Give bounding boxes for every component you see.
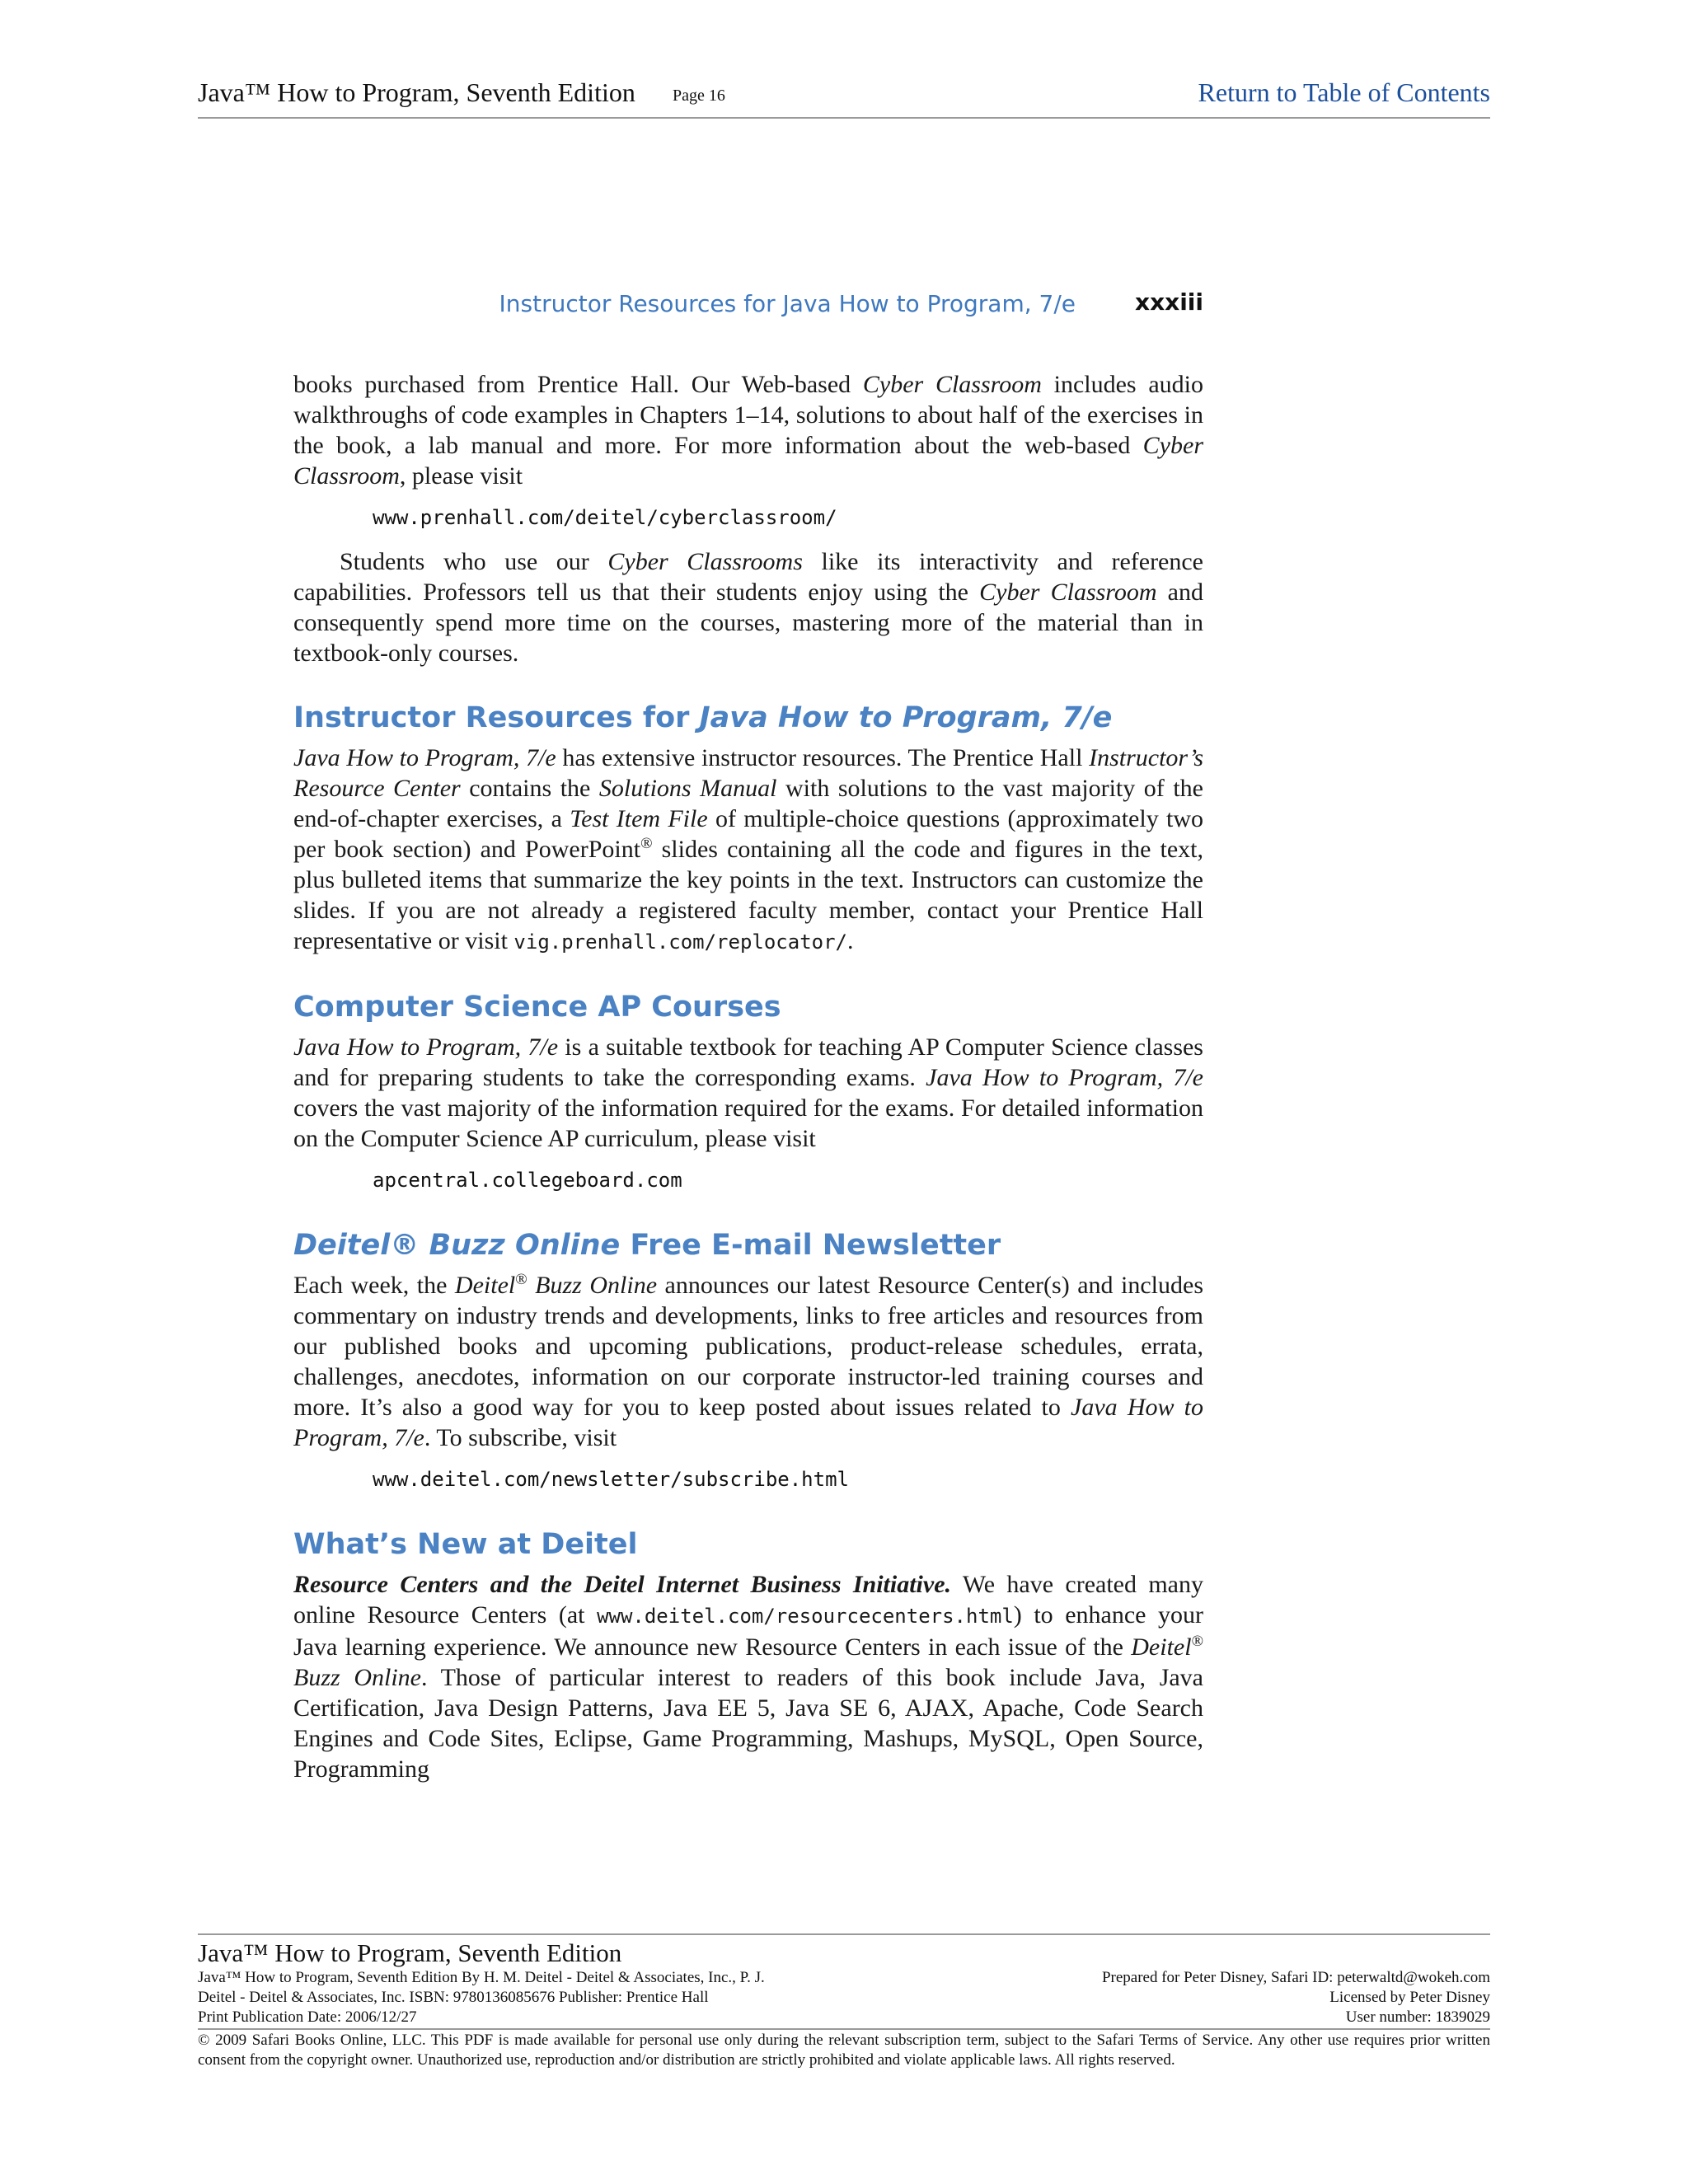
italic-run: Test Item File	[570, 805, 708, 832]
footer-user-number: User number: 1839029	[1345, 2008, 1490, 2026]
text-run: with solutions to the vast majority of the end-of-chapter exercises, a	[293, 775, 1203, 832]
italic-run: Java How to Program, 7/e	[926, 1064, 1203, 1091]
paragraph-buzz-online	[293, 1270, 1203, 1453]
page-header	[198, 77, 1490, 119]
page-footer	[198, 1933, 1490, 2070]
bold-italic-run: Resource Centers and the Deitel Internet Business Initiative.	[293, 1571, 952, 1598]
footer-prepared-for: Prepared for Peter Disney, Safari ID: peterwaltd@wokeh.com	[1101, 1969, 1490, 1986]
footer-row	[198, 2008, 1490, 2027]
registered-mark: ®	[1191, 1633, 1203, 1650]
footer-isbn: Deitel - Deitel & Associates, Inc. ISBN: 9780136085676 Publisher: Prentice Hall	[198, 1989, 709, 2006]
footer-book-title: Java™ How to Program, Seventh Edition	[198, 1938, 622, 1967]
text-run: .	[847, 927, 854, 954]
italic-run: Cyber Classrooms	[607, 548, 803, 575]
italic-run: Java How to Program, 7/e	[293, 1394, 1204, 1451]
page-body	[293, 369, 1203, 1784]
italic-run: Cyber Classroom	[293, 432, 1203, 490]
paragraph-ap-courses	[293, 1032, 1203, 1154]
italic-run: Cyber Classroom	[862, 371, 1042, 398]
italic-run: Java How to Program, 7/e	[293, 1033, 559, 1061]
italic-run: Buzz Online	[293, 1664, 421, 1691]
text-run: ) to enhance your Java learning experience. We announce new Resource Centers in each issue of the	[293, 1601, 1204, 1661]
paragraph-resource-centers	[293, 1569, 1203, 1784]
text-run: contains the	[460, 775, 599, 802]
url-resource-centers[interactable]: www.deitel.com/resourcecenters.html	[597, 1605, 1014, 1628]
footer-publication-date: Print Publication Date: 2006/12/27	[198, 2008, 417, 2026]
text-run: books purchased from Prentice Hall. Our Web-based	[293, 371, 863, 398]
text-run: Students who use our	[340, 548, 608, 575]
italic-run: Cyber Classroom	[979, 579, 1157, 606]
italic-run: Deitel	[1131, 1633, 1192, 1661]
text-run: of multiple-choice questions (approximately two per book section) and PowerPoint	[293, 805, 1204, 863]
footer-authors: Java™ How to Program, Seventh Edition By H. M. Deitel - Deitel & Associates, Inc., P. J.	[198, 1969, 765, 1986]
heading-instructor-resources	[293, 700, 1203, 736]
text-run: includes audio walkthroughs of code examples in Chapters 1–14, solutions to about half of the exercises in the book, a lab manual and more. For more information about the web-based	[293, 371, 1203, 459]
text-run: and consequently spend more time on the courses, mastering more of the material than in textbook-only courses.	[293, 579, 1203, 667]
text-run: announces our latest Resource Center(s) and includes commentary on industry trends and developments, links to free articles and resources from our published books and upcoming publications, product-release schedules, errata, challenges, anecdotes, information on our corporate instructor-led training courses and more. It’s also a good way for you to keep posted about issues related to	[293, 1272, 1203, 1421]
text-run: Each week, the	[293, 1272, 455, 1299]
url-newsletter-subscribe[interactable]: www.deitel.com/newsletter/subscribe.html	[373, 1468, 849, 1491]
italic-run: Buzz Online	[527, 1272, 658, 1299]
italic-run: Solutions Manual	[598, 775, 777, 802]
italic-run: Instructor’s Resource Center	[293, 744, 1203, 802]
text-run: is a suitable textbook for teaching AP Computer Science classes and for preparing students to take the corresponding exams.	[293, 1033, 1203, 1091]
heading-italic: Java How to Program, 7/e	[699, 701, 1113, 734]
return-to-toc-link[interactable]: Return to Table of Contents	[1198, 77, 1490, 107]
footer-row	[198, 1968, 1490, 1988]
text-run: like its interactivity and reference capabilities. Professors tell us that their students enjoy using the	[293, 548, 1203, 606]
registered-mark: ®	[640, 835, 653, 852]
heading-italic: Deitel® Buzz Online	[293, 1229, 621, 1262]
roman-page-number: xxxiii	[1135, 288, 1203, 316]
url-apcentral[interactable]: apcentral.collegeboard.com	[373, 1169, 682, 1192]
page-number: Page 16	[673, 87, 725, 105]
book-title: Java™ How to Program, Seventh Edition	[198, 77, 635, 107]
heading-text: Free E-mail Newsletter	[620, 1229, 1001, 1262]
running-head-title: Instructor Resources for Java How to Program, 7/e	[499, 290, 1076, 317]
heading-ap-courses: Computer Science AP Courses	[293, 991, 781, 1024]
heading-text: Instructor Resources for	[293, 701, 700, 734]
text-run: . To subscribe, visit	[424, 1424, 617, 1451]
registered-mark: ®	[515, 1271, 528, 1288]
text-run: has extensive instructor resources. The Prentice Hall	[556, 744, 1090, 771]
paragraph-students	[293, 546, 1203, 668]
footer-row	[198, 1988, 1490, 2008]
italic-run: Deitel	[454, 1272, 516, 1299]
text-run: . Those of particular interest to readers of this book include Java, Java Certification, Java Design Patterns, Java EE 5, Java SE 6, AJAX, Apache, Code Search Engines and Code Sites, Eclipse, Game Programming, Mashups, MySQL, Open Source, Programming	[293, 1664, 1203, 1783]
text-run: covers the vast majority of the information required for the exams. For detailed information on the Computer Science AP curriculum, please visit	[293, 1094, 1203, 1152]
running-head	[293, 290, 1203, 325]
paragraph-cyber-classroom	[293, 369, 1203, 491]
paragraph-instructor-resources	[293, 743, 1203, 958]
text-run: We have created many online Resource Centers (at	[293, 1571, 1203, 1629]
heading-buzz-online	[293, 1227, 1203, 1263]
text-run: , please visit	[399, 462, 523, 490]
footer-licensed-by: Licensed by Peter Disney	[1329, 1989, 1490, 2006]
url-replocator[interactable]: vig.prenhall.com/replocator/	[513, 930, 847, 954]
italic-run: Java How to Program, 7/e	[293, 744, 556, 771]
footer-copyright: © 2009 Safari Books Online, LLC. This PDF is made available for personal use only during the relevant subscription term, subject to the Safari Terms of Service. Any other use requires prior written consent from the copyright owner. Unauthorized use, reproduction and/or distribution are strictly prohibited and violate applicable laws. All rights reserved.	[198, 2028, 1490, 2070]
text-run: slides containing all the code and figures in the text, plus bulleted items that summarize the key points in the text. Instructors can customize the slides. If you are not already a registered faculty member, contact your Prentice Hall representative or visit	[293, 836, 1203, 954]
heading-whats-new: What’s New at Deitel	[293, 1528, 638, 1561]
url-cyberclassroom[interactable]: www.prenhall.com/deitel/cyberclassroom/	[373, 506, 837, 529]
